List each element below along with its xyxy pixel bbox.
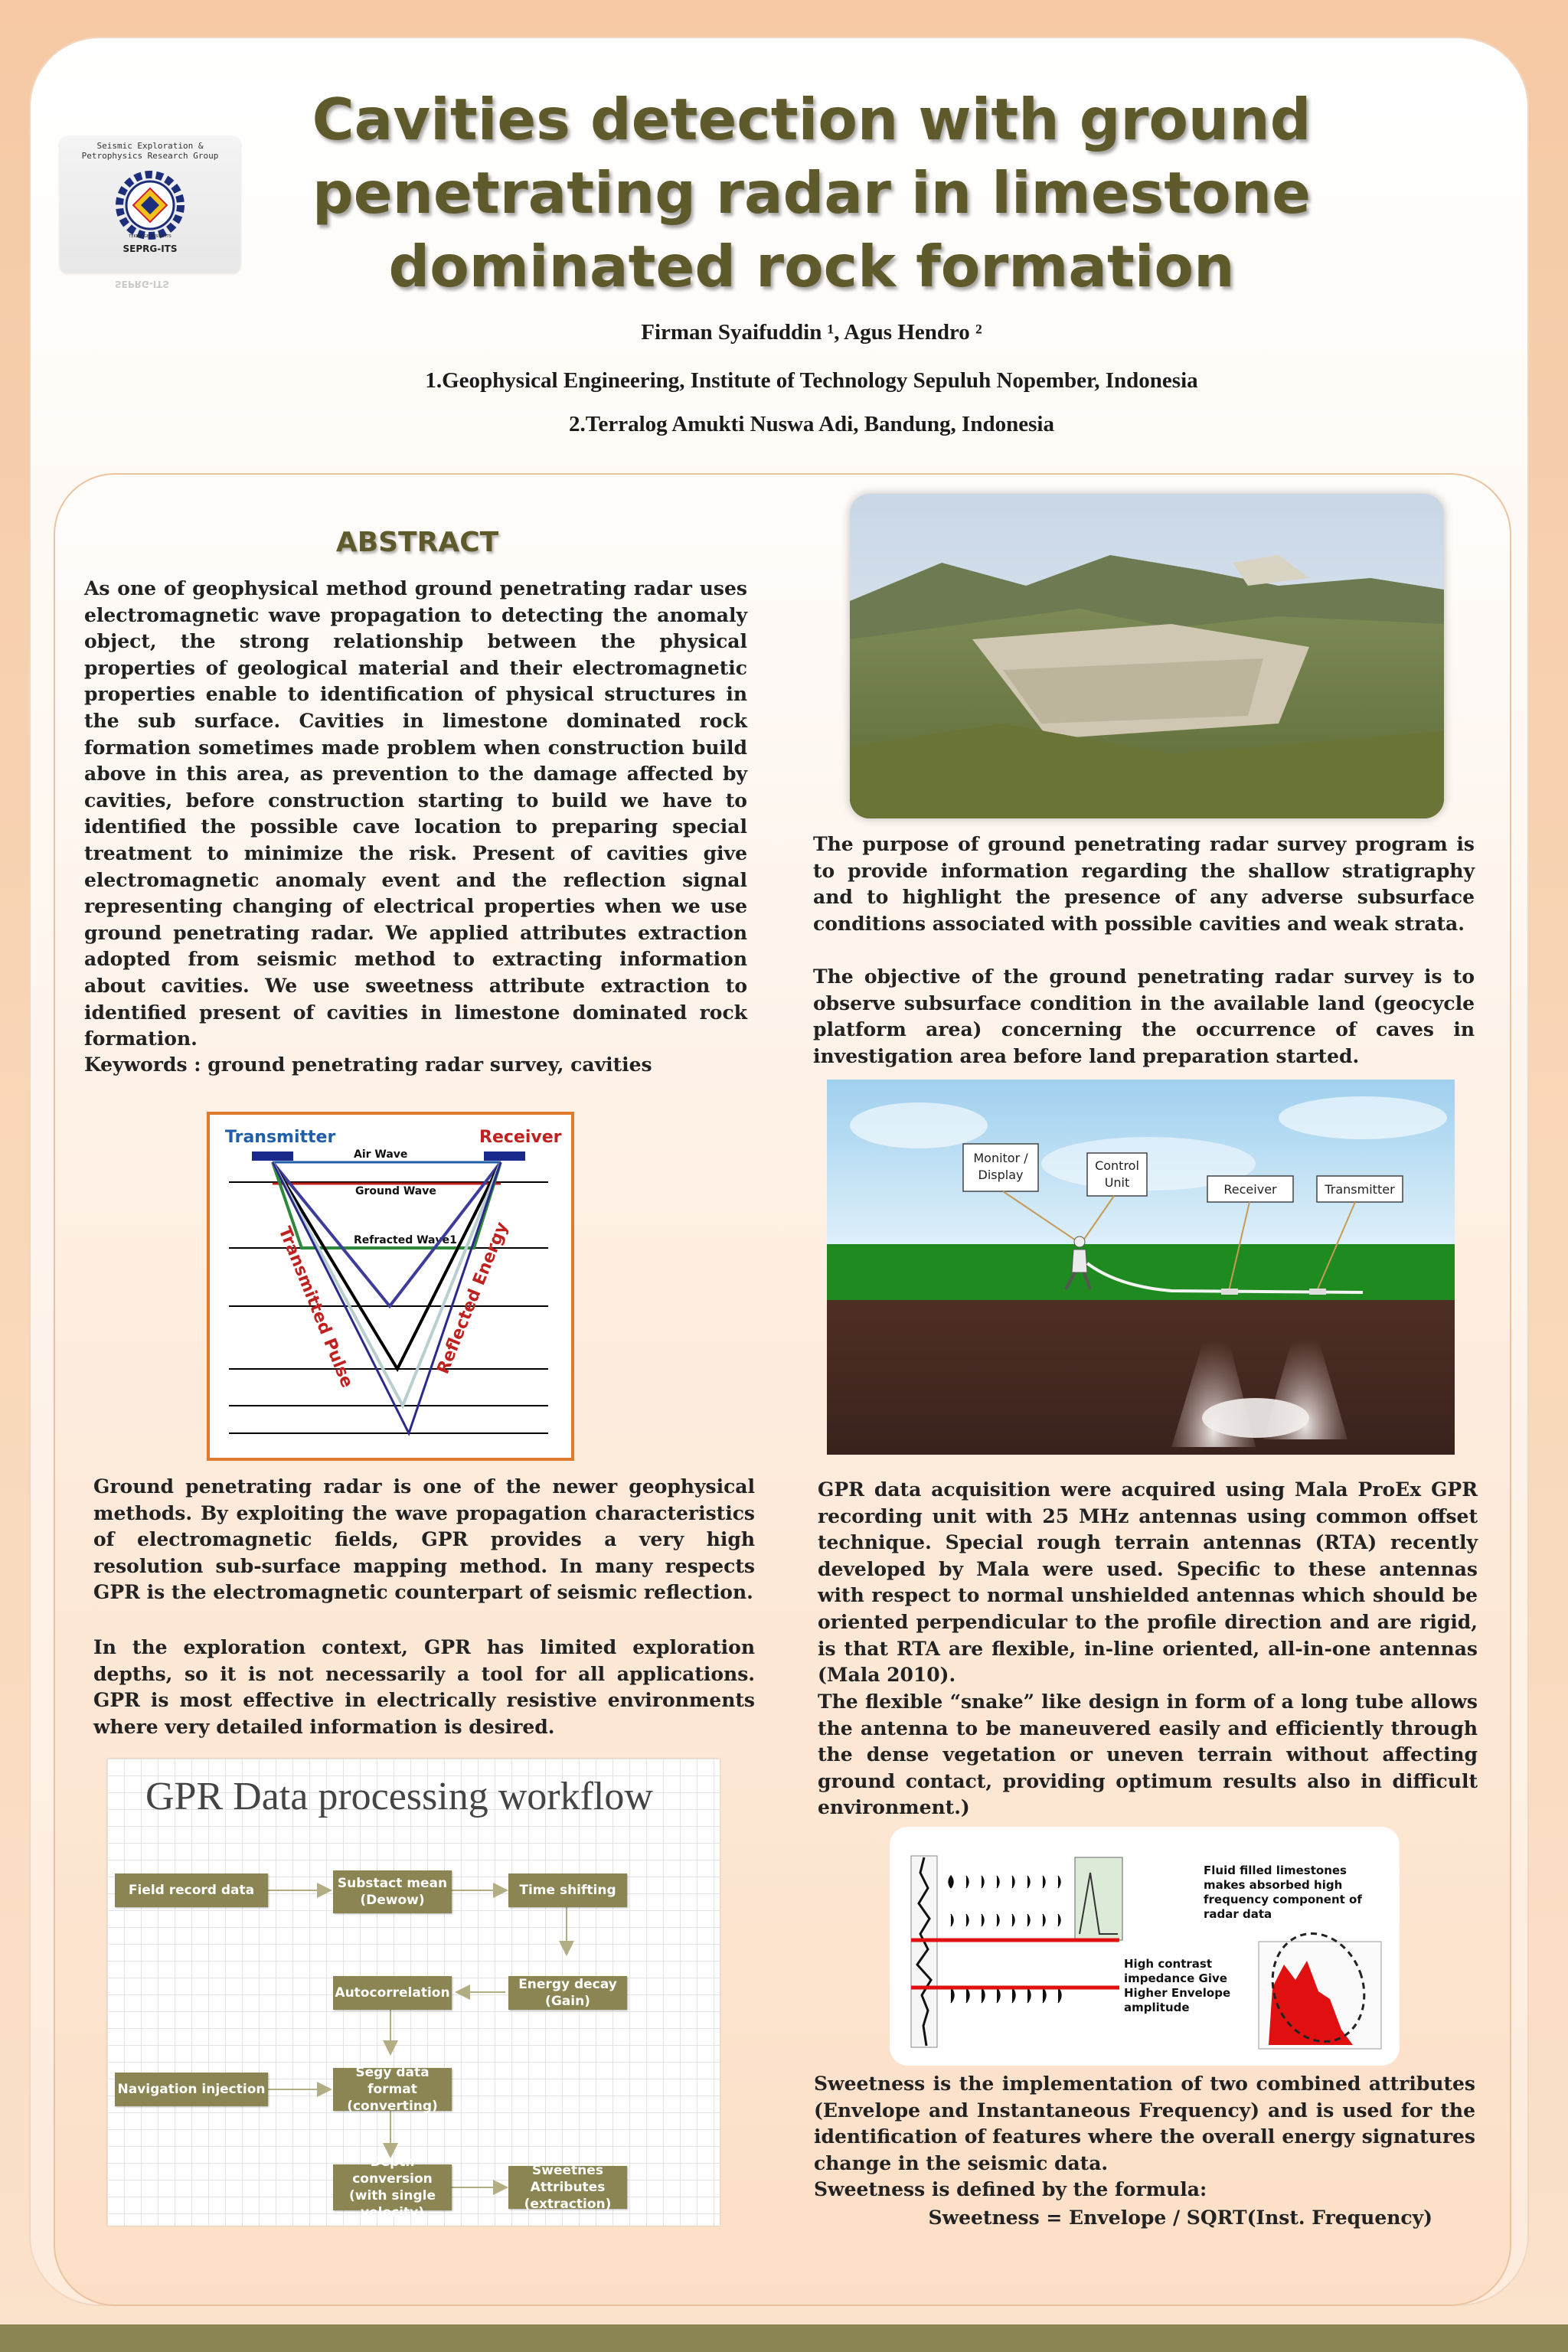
authors: Firman Syaifuddin ¹, Agus Hendro ² [641,320,982,345]
workflow-autocorrelation: Autocorrelation [333,1976,452,2010]
sweetness-text [814,2071,1475,2203]
bottom-band [0,2324,1568,2352]
workflow-dewow: Substact mean (Dewow) [333,1870,452,1913]
limestone-landscape-photo [850,494,1444,818]
logo-name: SEPRG-ITS [122,243,178,254]
receiver-antenna [484,1152,525,1161]
acquisition-text: GPR data acquisition were acquired using Mala ProEx GPR recording unit with 25 MHz antennas using common offset technique. Special rough terrain antennas (RTA) recently developed by Mala were used. Specific to these antennas with respect to normal unshielded antennas which should be oriented perpendicular to the profile direction and are rigid, is that RTA are flexible, in-line oriented, all-in-one antennas (Mala 2010). [818,1478,1478,1687]
survey-purpose: The purpose of ground penetrating radar survey program is to provide information regarding the shallow stratigraphy and to highlight the presence of any adverse subsurface conditions associated with possible cavities and weak strata. [813,833,1475,935]
sweetness-formula: Sweetness = Envelope / SQRT(Inst. Frequency) [928,2207,1432,2229]
affiliation-1: 1.Geophysical Engineering, Institute of Technology Sepuluh Nopember, Indonesia [425,368,1198,393]
workflow-depth-conversion: Depth conversion (with single velocity) [333,2164,452,2210]
survey-receiver-label: Receiver [1223,1182,1277,1197]
title-line-3: dominated rock formation [388,233,1235,300]
transmitter-antenna [252,1152,293,1161]
sweetness-definition: Sweetness is defined by the formula: [814,2178,1207,2201]
gpr-limits-text: In the exploration context, GPR has limited exploration depths, so it is not necessarily a tool for all applications. GPR is most effective in electrically resistive environments where very detailed information is desired. [93,1636,755,1738]
workflow-title: GPR Data processing workflow [145,1775,653,1818]
abstract-heading: ABSTRACT [335,527,499,558]
sweetness-description: Sweetness is the implementation of two combined attributes (Envelope and Instantaneous Frequency) and is used for the identification of features where the overall energy signatures change in the seismic data. [814,2073,1475,2174]
processing-workflow-diagram [107,1759,720,2226]
reflected-energy-label: Reflected Energy [433,1219,512,1377]
control-label-line2: Unit [1104,1175,1130,1190]
workflow-gain: Energy decay (Gain) [508,1976,627,2010]
title-line-2: penetrating radar in limestone [312,159,1311,227]
attribute-analysis-figure [890,1827,1400,2066]
workflow-time-shifting: Time shifting [508,1873,627,1907]
title-line-1: Cavities detection with ground [312,86,1312,153]
poster-title [230,83,1393,303]
refracted-wave-label: Refracted Wave1 [354,1234,457,1246]
affiliation-2: 2.Terralog Amukti Nuswa Adi, Bandung, Indonesia [569,412,1054,436]
gpr-intro-text: Ground penetrating radar is one of the newer geophysical methods. By exploiting the wave propagation characteristics of electromagnetic fields, GPR provides a very high resolution sub-surface mapping method. In many respects GPR is the electromagnetic counterpart of seismic reflection. [93,1475,755,1604]
workflow-sweetness: Sweetnes Attributes (extraction) [508,2166,627,2209]
keywords: Keywords : ground penetrating radar survey, cavities [84,1054,652,1076]
survey-transmitter-label: Transmitter [1325,1182,1395,1197]
logo-reflection: SEPRG-ITS [115,279,169,289]
monitor-label-line1: Monitor / [973,1151,1028,1165]
high-contrast-label: High contrast impedance Give Higher Envelope amplitude [1124,1957,1231,2014]
control-label-line1: Control [1095,1158,1139,1173]
workflow-navigation: Navigation injection [115,2073,268,2106]
gpr-survey-illustration [827,1080,1455,1455]
gpr-wave-diagram [207,1112,574,1461]
snake-antenna-text: The flexible “snake” like design in form of a long tube allows the antenna to be maneuvered easily and efficiently through the dense vegetation or uneven terrain without affecting ground contact, providing optimum results also in difficult environment.) [818,1690,1478,1819]
gear-emblem-icon [112,167,188,243]
logo-group-name: Seismic Exploration & Petrophysics Research Group [81,141,219,161]
group-logo [60,136,240,273]
logo-emblem-caption: TEKNIK GEOFISIKA ITS [129,234,172,239]
abstract-body: As one of geophysical method ground penetrating radar uses electromagnetic wave propagation to detecting the anomaly object, the strong relationship between the physical properties of geological material and their electromagnetic properties enable to identification of physical structures in the sub surface. Cavities in limestone dominated rock formation sometimes made problem when construction build above in this area, as prevention to the damage affected by cavities, before construction starting to build we have to identified the possible cave location to preparing special treatment to minimize the risk. Present of cavities give electromagnetic anomaly event and the reflection signal representing changing of electrical properties when we use ground penetrating radar. We applied attributes extraction adopted from seismic method to extracting information about cavities. We use sweetness attribute extraction to identified present of cavities in limestone dominated rock formation. [84,577,747,1050]
transmitted-pulse-label: Transmitted Pulse [274,1223,357,1391]
receiver-label: Receiver [479,1128,562,1147]
ground-wave-label: Ground Wave [355,1185,436,1197]
workflow-segy: Segy data format (converting) [333,2068,452,2111]
fluid-filled-label: Fluid filled limestones makes absorbed high frequency component of radar data [1204,1864,1362,1921]
workflow-field-record: Field record data [115,1873,268,1907]
transmitter-label: Transmitter [225,1128,336,1147]
monitor-label-line2: Display [978,1168,1024,1182]
air-wave-label: Air Wave [354,1148,408,1161]
survey-objective: The objective of the ground penetrating radar survey is to observe subsurface condition in the available land (geocycle platform area) concerning the occurrence of caves in investigation area before land preparation started. [813,965,1475,1067]
